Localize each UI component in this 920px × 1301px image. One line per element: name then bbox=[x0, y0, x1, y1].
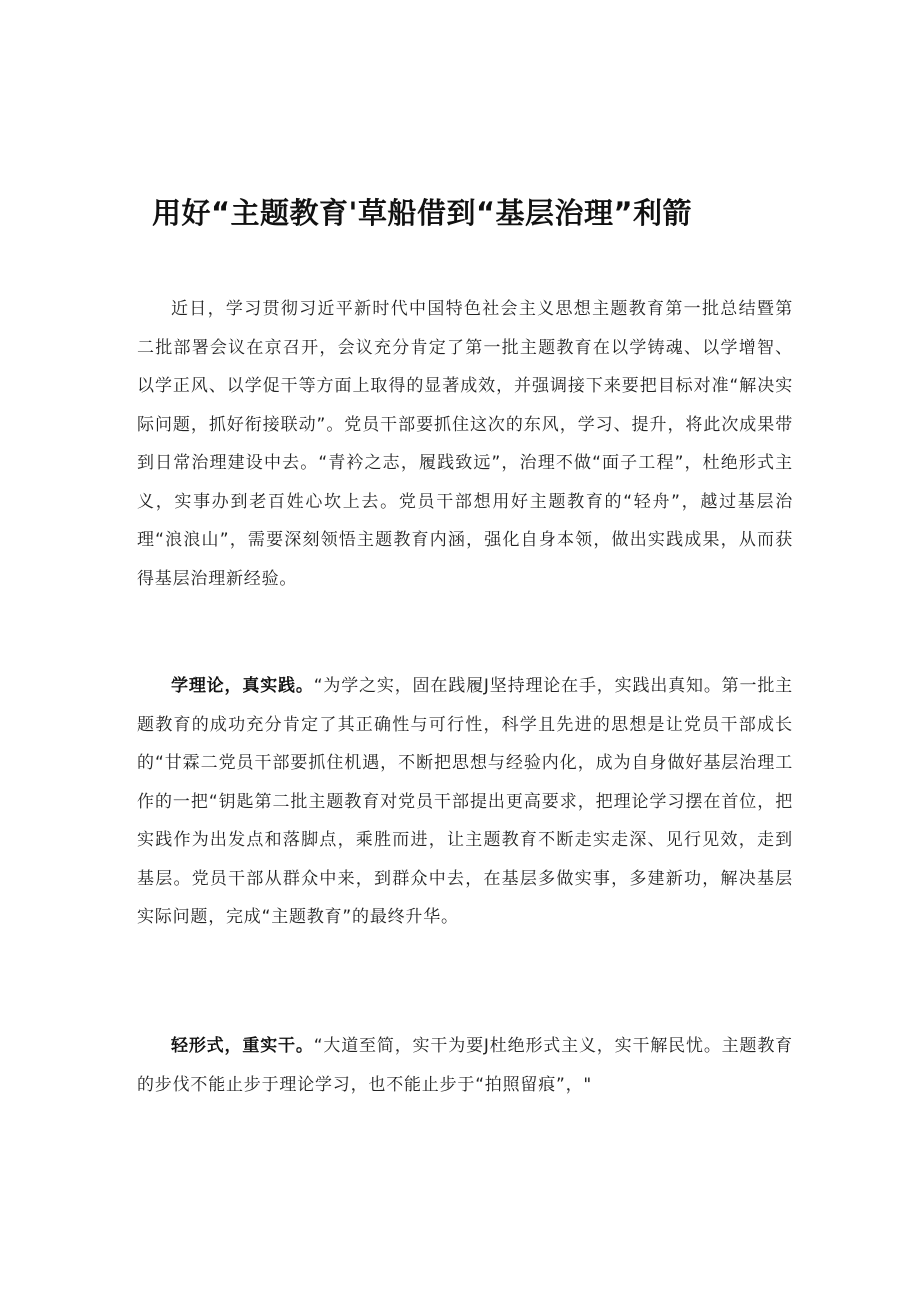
paragraph-light-form bbox=[137, 1027, 793, 1104]
paragraph-light-form-text: “大道至简，实干为要J杜绝形式主义，实干解民忧。主题教育的步伐不能止步于理论学习，也不能止步于“拍照留痕”，" bbox=[137, 1036, 793, 1095]
document-title: 用好“主题教育'草船借到“基层治理”利箭 bbox=[152, 196, 693, 231]
paragraph-study-theory-text: “为学之实，固在践履J坚持理论在手，实践出真知。第一批主题教育的成功充分肯定了其正确性与可行性，科学且先进的思想是让党员干部成长的“甘霖二党员干部要抓住机遇，不断把思想与经验内化，成为自身做好基层治理工作的一把“钥匙第二批主题教育对党员干部提出更高要求，把理论学习摆在首位，把实践作为出发点和落脚点，乘胜而进，让主题教育不断走实走深、见行见效，走到基层。党员干部从群众中来，到群众中去，在基层多做实事，多建新功，解决基层实际问题，完成“主题教育”的最终升华。 bbox=[137, 676, 793, 927]
paragraph-light-form-lead: 轻形式，重实干。 bbox=[171, 1036, 314, 1056]
paragraph-intro bbox=[137, 290, 793, 598]
paragraph-intro-text: 近日，学习贯彻习近平新时代中国特色社会主义思想主题教育第一批总结暨第二批部署会议在京召开，会议充分肯定了第一批主题教育在以学铸魂、以学增智、以学正风、以学促干等方面上取得的显著成效，并强调接下来要把目标对准“解决实际问题，抓好衔接联动”。党员干部要抓住这次的东风，学习、提升，将此次成果带到日常治理建设中去。“青衿之志，履践致远”，治理不做“面子工程”，杜绝形式主义，实事办到老百姓心坎上去。党员干部想用好主题教育的“轻舟”，越过基层治理“浪浪山”，需要深刻领悟主题教育内涵，强化自身本领，做出实践成果，从而获得基层治理新经验。 bbox=[137, 299, 793, 589]
paragraph-study-theory-lead: 学理论，真实践。 bbox=[171, 676, 314, 696]
paragraph-study-theory bbox=[137, 667, 793, 937]
